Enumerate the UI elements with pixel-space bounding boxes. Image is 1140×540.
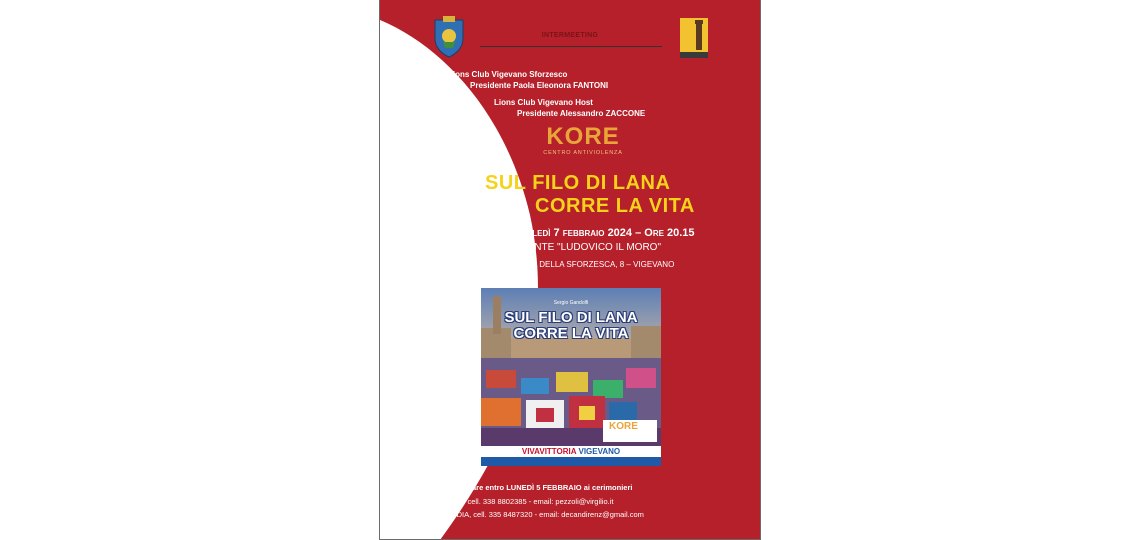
kore-logo (542, 124, 624, 162)
book-bottom-strip (481, 457, 661, 466)
book-kore-logo: KORE (609, 421, 638, 432)
event-title-line1: SUL FILO DI LANA (485, 172, 671, 194)
intermeeting-label: INTERMEETING (541, 32, 599, 39)
book-banner-city: VIGEVANO (578, 447, 621, 456)
event-date: Mercoledì 7 febbraio 2024 – Ore 20.15 (500, 227, 695, 239)
kore-logo-subtitle: CENTRO ANTIVIOLENZA (543, 150, 623, 156)
event-venue: RISTORANTE "LUDOVICO IL MORO" (490, 242, 662, 253)
club-tower-logo-icon (680, 18, 708, 58)
club1-name: Lions Club Vigevano Sforzesco (448, 70, 568, 79)
book-title-line2: CORRE LA VITA (513, 325, 629, 342)
book-banner-viva: VIVAVITTORIA (521, 447, 577, 456)
club2-name: Lions Club Vigevano Host (494, 98, 593, 107)
contact-person1: Luisella PEZZOLI - cell. 338 8802385 - email: pezzoli@virgilio.it (402, 497, 614, 506)
book-banner (481, 446, 661, 457)
event-address: VIA BATTAGLIA DELLA SFORZESCA, 8 – VIGEVANO (480, 260, 675, 269)
book-author: Sergio Gandolfi (553, 300, 589, 306)
event-title-line2: CORRE LA VITA (535, 195, 695, 217)
book-cover (481, 288, 661, 466)
book-title (481, 310, 661, 342)
book-title-line1: SUL FILO DI LANA (504, 309, 638, 326)
kore-logo-text: KORE (546, 123, 620, 150)
event-poster (379, 0, 761, 540)
vigevano-crest-icon (432, 16, 466, 58)
header-divider (480, 46, 662, 47)
club2-president: Presidente Alessandro ZACCONE (517, 109, 646, 118)
rsvp-note: Si prega di confermare entro LUNEDÌ 5 FEBBRAIO ai cerimonieri (402, 483, 633, 492)
club1-president: Presidente Paola Eleonora FANTONI (470, 81, 609, 90)
contact-person2: Renato DE CANDIA, cell. 335 8487320 - email: decandirenz@gmail.com (402, 510, 644, 519)
